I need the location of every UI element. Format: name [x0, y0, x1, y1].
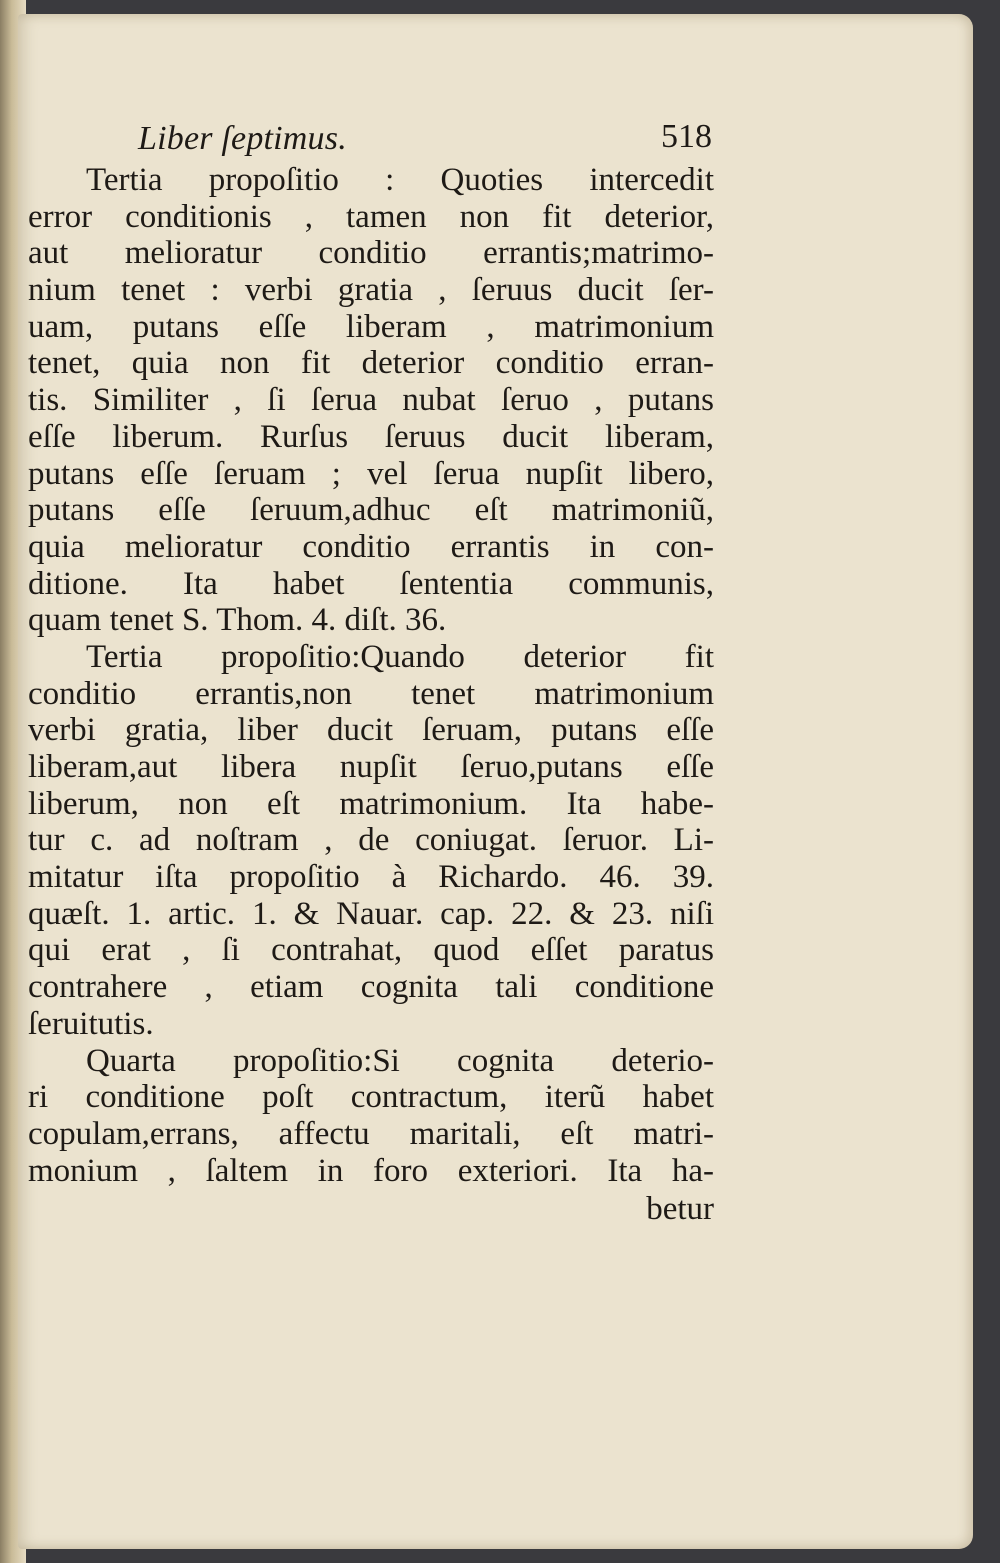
catchword: betur	[646, 1191, 714, 1228]
text-line: putans eſſe ſeruum,adhuc eſt matrimoniũ,	[28, 492, 714, 529]
text-line: conditio errantis,non tenet matrimonium	[28, 675, 714, 712]
text-line: ri conditione poſt contractum, iterũ habet	[28, 1079, 714, 1116]
text-line: nium tenet : verbi gratia , ſeruus ducit ſer-	[28, 272, 714, 309]
text-line: ditione. Ita habet ſententia communis,	[28, 565, 714, 602]
text-line: ſeruitutis.	[28, 1005, 154, 1042]
text-line: aut melioratur conditio errantis;matrimo-	[28, 235, 714, 272]
book-page	[18, 14, 973, 1549]
text-line: liberam,aut libera nupſit ſeruo,putans eſſe	[28, 749, 714, 785]
text-line: uam, putans eſſe liberam , matrimonium	[28, 308, 714, 345]
text-line: tenet, quia non fit deterior conditio erran-	[28, 345, 714, 382]
text-line: mitatur iſta propoſitio à Richardo. 46. 39.	[28, 859, 714, 896]
text-line: Quarta propoſitio:Si cognita deterio-	[86, 1042, 714, 1079]
text-line: quam tenet S. Thom. 4. diſt. 36.	[28, 602, 447, 639]
folio-number: 518	[661, 118, 712, 155]
text-line: quia melioratur conditio errantis in con-	[28, 528, 714, 565]
text-line: putans eſſe ſeruam ; vel ſerua nupſit libero,	[28, 455, 714, 492]
paragraph-2	[28, 639, 714, 1043]
text-line: tis. Similiter , ſi ſerua nubat ſeruo , putans	[28, 382, 714, 419]
text-line: qui erat , ſi contrahat, quod eſſet paratus	[28, 932, 714, 969]
text-line: verbi gratia, liber ducit ſeruam, putans eſſe	[28, 712, 714, 749]
text-line: monium , ſaltem in foro exteriori. Ita ha-	[28, 1152, 714, 1189]
text-line: liberum, non eſt matrimonium. Ita habe-	[28, 785, 714, 822]
text-line: Tertia propoſitio : Quoties intercedit	[86, 162, 714, 198]
text-line: tur c. ad noſtram , de coniugat. ſeruor. Li-	[28, 822, 714, 859]
text-line: quæſt. 1. artic. 1. & Nauar. cap. 22. & 23. niſi	[28, 895, 714, 932]
text-line: contrahere , etiam cognita tali conditione	[28, 969, 714, 1006]
paragraph-3	[28, 1043, 714, 1190]
text-block	[28, 114, 714, 1228]
running-title: Liber ſeptimus.	[138, 120, 347, 157]
text-line: Tertia propoſitio:Quando deterior fit	[86, 638, 714, 675]
paragraph-1	[28, 162, 714, 639]
text-line: error conditionis , tamen non fit deterior,	[28, 198, 714, 235]
text-line: copulam,errans, affectu maritali, eſt matri-	[28, 1115, 714, 1152]
text-line: eſſe liberum. Rurſus ſeruus ducit liberam,	[28, 418, 714, 455]
running-head	[28, 114, 714, 162]
